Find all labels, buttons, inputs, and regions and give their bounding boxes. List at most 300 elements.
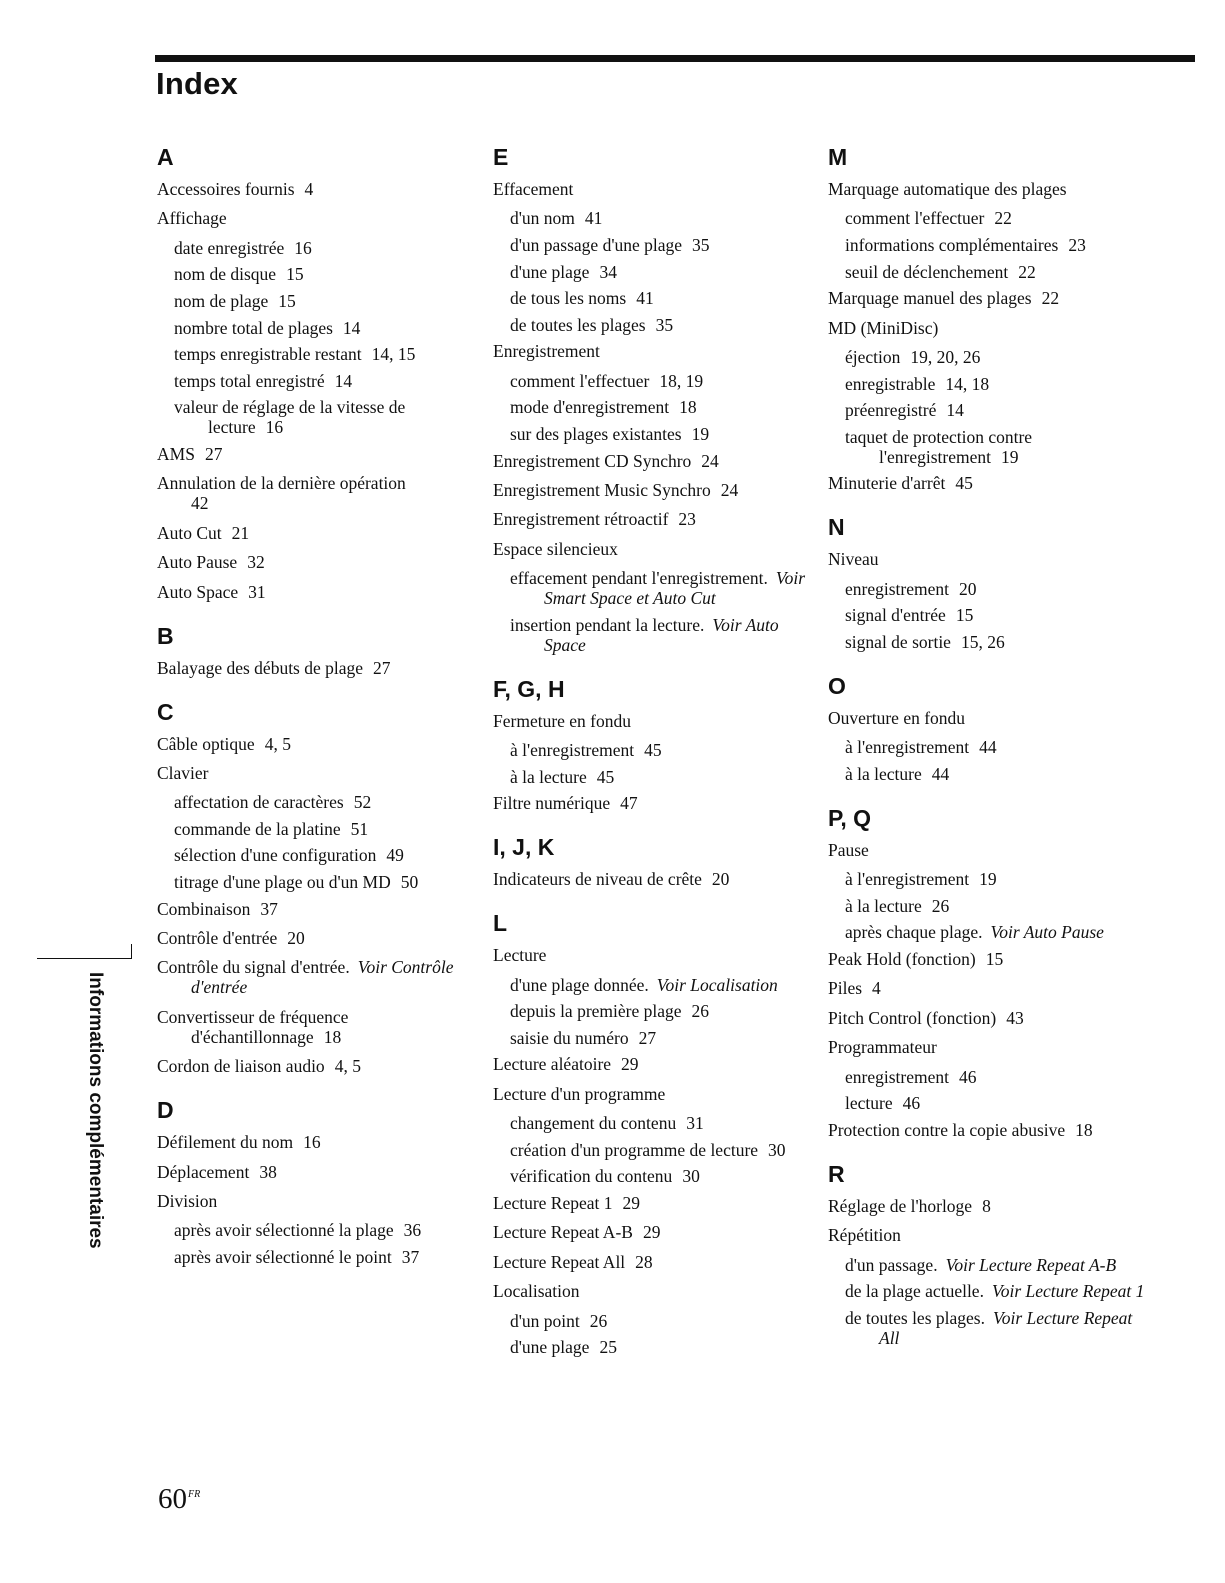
section-letter: M (828, 144, 848, 170)
section-letter: P, Q (828, 804, 872, 831)
entry-text: Convertisseur de fréquence d'échantillonnage (157, 1006, 349, 1047)
section-letter: A (157, 144, 174, 170)
page-ref: 14, 15 (371, 344, 416, 365)
page-ref: 15 (286, 264, 304, 285)
entry-text: lecture (845, 1093, 893, 1114)
index-section (493, 143, 813, 655)
index-subentry (157, 1220, 477, 1240)
index-section (493, 675, 813, 814)
page-ref: 14, 18 (945, 373, 990, 394)
entry-text: sur des plages existantes (510, 423, 682, 444)
index-subentry (828, 347, 1148, 367)
index-entry (828, 1196, 1148, 1216)
page-ref: 35 (655, 314, 674, 335)
index-entry (157, 928, 477, 948)
entry-text: d'un point (510, 1310, 580, 1331)
entry-text: d'une plage (510, 261, 590, 282)
entry-text: Espace silencieux (493, 538, 618, 559)
page-ref: 51 (350, 818, 369, 839)
index-subentry (828, 262, 1148, 282)
index-subentry (493, 315, 813, 335)
index-column-2 (493, 143, 813, 1377)
entry-text: à l'enregistrement (510, 740, 635, 761)
side-tab-tick (131, 944, 132, 959)
page-ref: 49 (386, 845, 404, 866)
index-section (157, 622, 477, 678)
page-ref: 30 (768, 1139, 786, 1160)
index-subentry (493, 262, 813, 282)
index-entry (157, 1007, 477, 1047)
entry-text: après avoir sélectionné le point (174, 1246, 392, 1267)
entry-text: insertion pendant la lecture. (510, 614, 705, 635)
index-entry (493, 1084, 813, 1104)
entry-text: Réglage de l'horloge (828, 1195, 973, 1216)
section-letter: C (157, 698, 174, 725)
page-ref: 14 (946, 400, 964, 421)
entry-text: Marquage manuel des plages (828, 288, 1032, 309)
index-subentry (828, 764, 1148, 784)
index-entry (828, 840, 1148, 860)
index-subentry (157, 344, 477, 364)
index-subentry (493, 1311, 813, 1331)
index-entry (157, 179, 477, 199)
entry-text: création d'un programme de lecture (510, 1139, 759, 1160)
index-subentry (828, 1255, 1148, 1275)
index-subentry (157, 792, 477, 812)
top-rule (155, 55, 1195, 62)
index-subentry (828, 737, 1148, 757)
entry-text: préenregistré (845, 400, 937, 421)
index-section (493, 909, 813, 1357)
index-subentry (493, 975, 813, 995)
section-letter: B (157, 622, 174, 649)
entry-text: Câble optique (157, 733, 255, 754)
index-subentry (828, 1067, 1148, 1087)
index-subentry (828, 374, 1148, 394)
entry-text: effacement pendant l'enregistrement. (510, 568, 768, 589)
index-entry (157, 582, 477, 602)
entry-text: après avoir sélectionné la plage (174, 1220, 394, 1241)
page-ref: 45 (955, 473, 973, 494)
page-ref: 14 (334, 370, 353, 391)
index-entry (828, 978, 1148, 998)
page-ref: 15, 26 (960, 631, 1005, 652)
index-entry (157, 734, 477, 754)
see-reference: Voir Localisation (656, 974, 778, 995)
index-subentry (493, 1113, 813, 1133)
entry-text: Peak Hold (fonction) (828, 949, 976, 970)
page-ref: 19 (691, 423, 710, 444)
page-ref: 27 (204, 443, 223, 464)
index-subentry (157, 318, 477, 338)
index-subentry (828, 1093, 1148, 1113)
page-ref: 31 (248, 581, 266, 602)
index-subentry (828, 235, 1148, 255)
index-entry (493, 539, 813, 559)
entry-text: sélection d'une configuration (174, 845, 377, 866)
page-ref: 30 (682, 1166, 700, 1187)
entry-text: temps enregistrable restant (174, 344, 362, 365)
index-section (157, 698, 477, 1077)
index-entry (828, 1008, 1148, 1028)
entry-text: Auto Pause (157, 552, 238, 573)
index-subentry (157, 1247, 477, 1267)
index-entry (828, 549, 1148, 569)
index-subentry (493, 371, 813, 391)
page-ref: 4, 5 (264, 733, 291, 754)
section-letter: O (828, 672, 846, 699)
section-letter: R (828, 1160, 845, 1187)
page-ref: 41 (636, 288, 654, 309)
entry-text: Déplacement (157, 1161, 250, 1182)
entry-text: saisie du numéro (510, 1027, 629, 1048)
entry-text: comment l'effectuer (510, 370, 650, 391)
index-entry (828, 179, 1148, 199)
entry-text: affectation de caractères (174, 792, 344, 813)
page-ref: 36 (403, 1220, 422, 1241)
index-section (828, 672, 1148, 784)
page-number-suffix: FR (188, 1489, 201, 1501)
entry-text: Cordon de liaison audio (157, 1056, 325, 1077)
section-letter: D (157, 1097, 174, 1124)
index-entry (493, 341, 813, 361)
index-entry (157, 957, 477, 997)
entry-text: Effacement (493, 179, 574, 199)
see-reference: Voir Lecture Repeat A-B (945, 1254, 1117, 1275)
entry-text: Lecture Repeat All (493, 1251, 626, 1272)
page-ref: 20 (287, 928, 305, 949)
entry-text: à l'enregistrement (845, 737, 970, 758)
page-ref: 29 (622, 1193, 641, 1213)
index-subentry (157, 238, 477, 258)
page-ref: 16 (294, 237, 312, 258)
entry-text: de la plage actuelle. (845, 1281, 984, 1302)
page-ref: 50 (400, 872, 419, 893)
index-entry (493, 179, 813, 199)
index-entry (157, 763, 477, 783)
entry-text: à l'enregistrement (845, 869, 970, 890)
page-ref: 18 (323, 1026, 342, 1047)
entry-text: comment l'effectuer (845, 208, 985, 229)
index-entry (493, 793, 813, 813)
entry-text: Pitch Control (fonction) (828, 1007, 997, 1028)
page-ref: 19 (979, 869, 997, 890)
index-entry (493, 1252, 813, 1272)
index-section (828, 1160, 1148, 1348)
entry-text: Protection contre la copie abusive (828, 1119, 1066, 1140)
page-ref: 8 (982, 1195, 991, 1216)
index-section (157, 1096, 477, 1267)
index-subentry (493, 397, 813, 417)
see-reference: Voir Contrôle d'entrée (191, 957, 454, 998)
page-ref: 15 (278, 290, 296, 311)
page-ref: 15 (955, 605, 974, 626)
page-ref: 52 (353, 792, 372, 813)
entry-text: Lecture d'un programme (493, 1083, 666, 1104)
page-ref: 20 (958, 578, 977, 599)
page-ref: 31 (686, 1113, 704, 1134)
see-reference: Voir Smart Space et Auto Cut (544, 568, 806, 609)
index-subentry (157, 845, 477, 865)
index-entry (493, 869, 813, 889)
page-ref: 14 (342, 317, 361, 338)
index-entry (157, 208, 477, 228)
entry-text: titrage d'une plage ou d'un MD (174, 872, 391, 893)
entry-text: Combinaison (157, 898, 251, 919)
see-reference: Voir Auto Pause (990, 922, 1104, 943)
index-entry (157, 899, 477, 919)
page-ref: 4, 5 (334, 1056, 361, 1077)
index-subentry (828, 922, 1148, 942)
index-subentry (493, 1001, 813, 1021)
index-entry (157, 1191, 477, 1211)
index-subentry (828, 400, 1148, 420)
index-entry (157, 1056, 477, 1076)
entry-text: Fermeture en fondu (493, 710, 632, 731)
entry-text: Accessoires fournis (157, 179, 295, 199)
page-ref: 26 (589, 1310, 608, 1331)
page-ref: 23 (678, 509, 696, 530)
entry-text: Annulation de la dernière opération (157, 473, 406, 494)
index-subentry (493, 288, 813, 308)
index-subentry (828, 1308, 1148, 1348)
page-ref: 43 (1006, 1007, 1024, 1028)
index-column-1 (157, 143, 477, 1287)
page-ref: 19 (1001, 446, 1019, 467)
entry-text: éjection (845, 346, 901, 367)
entry-text: Enregistrement CD Synchro (493, 450, 692, 471)
page-ref: 22 (1018, 261, 1036, 282)
index-subentry (828, 208, 1148, 228)
entry-text: enregistrement (845, 578, 949, 599)
index-entry (493, 1054, 813, 1074)
entry-text: Lecture Repeat A-B (493, 1222, 633, 1243)
page-ref: 22 (1041, 288, 1060, 309)
entry-text: de tous les noms (510, 288, 627, 309)
entry-text: d'un passage. (845, 1254, 938, 1275)
page-ref: 27 (373, 657, 391, 678)
index-subentry (493, 740, 813, 760)
index-section (157, 143, 477, 602)
index-section (828, 513, 1148, 652)
index-subentry (828, 427, 1148, 467)
page-ref: 27 (638, 1027, 657, 1048)
page-ref: 44 (931, 763, 950, 784)
side-tab-rule (37, 958, 132, 959)
page-ref: 4 (304, 179, 314, 199)
index-entry (157, 552, 477, 572)
entry-text: Contrôle du signal d'entrée. (157, 957, 350, 978)
entry-text: nombre total de plages (174, 317, 333, 338)
index-entry (828, 288, 1148, 308)
entry-text: de toutes les plages. (845, 1307, 985, 1328)
entry-text: d'un passage d'une plage (510, 234, 683, 255)
entry-text: enregistrement (845, 1066, 949, 1087)
page-ref: 37 (260, 898, 278, 919)
index-section (828, 804, 1148, 1140)
entry-text: Niveau (828, 549, 879, 570)
see-reference: Voir Lecture Repeat All (879, 1307, 1133, 1348)
entry-text: Minuterie d'arrêt (828, 473, 946, 494)
entry-text: Défilement du nom (157, 1132, 294, 1153)
entry-text: changement du contenu (510, 1113, 677, 1134)
page-number (158, 1483, 200, 1516)
page-title: Index (156, 66, 238, 101)
index-entry (828, 1225, 1148, 1245)
index-subentry (493, 1166, 813, 1186)
index-subentry (493, 1337, 813, 1357)
entry-text: Auto Space (157, 581, 239, 602)
index-subentry (157, 264, 477, 284)
entry-text: Programmateur (828, 1037, 937, 1058)
entry-text: valeur de réglage de la vitesse de lecture (174, 397, 406, 438)
entry-text: à la lecture (845, 895, 922, 916)
entry-text: date enregistrée (174, 237, 285, 258)
page-ref: 18 (679, 397, 697, 418)
entry-text: Marquage automatique des plages (828, 179, 1067, 199)
entry-text: d'un nom (510, 208, 575, 229)
index-subentry (157, 291, 477, 311)
page-ref: 23 (1068, 234, 1086, 255)
section-letter: I, J, K (493, 834, 555, 861)
see-reference: Voir Lecture Repeat 1 (991, 1281, 1145, 1302)
entry-text: depuis la première plage (510, 1001, 682, 1022)
index-entry (493, 509, 813, 529)
entry-text: Lecture Repeat 1 (493, 1193, 613, 1213)
page-ref: 26 (691, 1001, 710, 1022)
entry-text: Enregistrement Music Synchro (493, 479, 711, 500)
page-ref: 38 (259, 1161, 277, 1182)
index-entry (157, 444, 477, 464)
index-entry (493, 480, 813, 500)
entry-text: informations complémentaires (845, 234, 1059, 255)
section-letter: N (828, 514, 845, 541)
entry-text: mode d'enregistrement (510, 397, 670, 418)
entry-text: de toutes les plages (510, 314, 646, 335)
entry-text: Clavier (157, 762, 209, 783)
index-subentry (493, 1140, 813, 1160)
entry-text: Affichage (157, 208, 227, 229)
page-ref: 44 (979, 737, 997, 758)
section-letter: F, G, H (493, 675, 565, 702)
entry-text: taquet de protection contre l'enregistrement (845, 426, 1033, 467)
index-subentry (493, 424, 813, 444)
entry-text: nom de disque (174, 264, 277, 285)
entry-text: signal d'entrée (845, 605, 946, 626)
index-subentry (828, 632, 1148, 652)
index-subentry (828, 1281, 1148, 1301)
entry-text: MD (MiniDisc) (828, 317, 939, 338)
entry-text: signal de sortie (845, 631, 951, 652)
section-letter: L (493, 910, 508, 937)
page-ref: 20 (711, 869, 730, 890)
index-entry (157, 658, 477, 678)
index-subentry (157, 371, 477, 391)
entry-text: d'une plage (510, 1337, 590, 1358)
page-ref: 34 (599, 261, 617, 282)
entry-text: Enregistrement rétroactif (493, 509, 669, 530)
entry-text: Balayage des débuts de plage (157, 657, 364, 678)
index-subentry (828, 869, 1148, 889)
entry-text: seuil de déclenchement (845, 261, 1009, 282)
index-subentry (493, 767, 813, 787)
entry-text: après chaque plage. (845, 922, 983, 943)
entry-text: Piles (828, 978, 863, 999)
see-reference: Voir Auto Space (544, 614, 779, 655)
page-ref: 4 (872, 978, 881, 999)
index-column-3 (828, 143, 1148, 1368)
index-entry (493, 451, 813, 471)
entry-text: à la lecture (845, 763, 922, 784)
entry-text: Enregistrement (493, 341, 600, 362)
index-subentry (157, 397, 477, 437)
entry-text: Lecture aléatoire (493, 1054, 612, 1075)
index-subentry (493, 235, 813, 255)
page-ref: 18 (1075, 1119, 1093, 1140)
index-entry (828, 1120, 1148, 1140)
index-entry (828, 949, 1148, 969)
page-ref: 15 (985, 949, 1004, 970)
index-entry (157, 523, 477, 543)
index-subentry (493, 208, 813, 228)
index-subentry (157, 872, 477, 892)
index-entry (828, 318, 1148, 338)
index-entry (493, 1193, 813, 1213)
index-entry (828, 1037, 1148, 1057)
page-ref: 22 (994, 208, 1012, 229)
entry-text: Contrôle d'entrée (157, 928, 278, 949)
entry-text: commande de la platine (174, 818, 341, 839)
entry-text: d'une plage donnée. (510, 974, 649, 995)
index-subentry (157, 819, 477, 839)
entry-text: Pause (828, 839, 869, 860)
entry-text: AMS (157, 443, 195, 464)
page-ref: 46 (958, 1066, 977, 1087)
page-ref: 29 (621, 1054, 639, 1075)
entry-text: Filtre numérique (493, 793, 611, 814)
page-ref: 26 (931, 895, 950, 916)
page-ref: 19, 20, 26 (910, 346, 981, 367)
page-ref: 24 (720, 479, 739, 500)
index-entry (157, 1132, 477, 1152)
page-ref: 47 (620, 793, 638, 814)
entry-text: Indicateurs de niveau de crête (493, 869, 702, 890)
entry-text: Répétition (828, 1225, 901, 1246)
page-ref: 46 (902, 1093, 921, 1114)
entry-text: Lecture (493, 945, 547, 966)
page-ref: 32 (247, 552, 265, 573)
entry-text: enregistrable (845, 373, 936, 394)
entry-text: temps total enregistré (174, 370, 325, 391)
page-ref: 16 (265, 417, 284, 438)
index-subentry (828, 896, 1148, 916)
side-section-label: Informations complémentaires (85, 972, 106, 1249)
index-entry (828, 473, 1148, 493)
entry-text: nom de plage (174, 290, 269, 311)
page-ref: 16 (303, 1132, 321, 1153)
page-ref: 42 (191, 493, 209, 514)
index-subentry (493, 1028, 813, 1048)
index-entry (157, 473, 477, 513)
index-subentry (493, 615, 813, 655)
section-letter: E (493, 144, 509, 170)
page-ref: 25 (599, 1337, 617, 1358)
index-entry (493, 945, 813, 965)
page-ref: 45 (644, 740, 662, 761)
page-ref: 24 (701, 450, 719, 471)
index-subentry (493, 568, 813, 608)
index-entry (828, 708, 1148, 728)
